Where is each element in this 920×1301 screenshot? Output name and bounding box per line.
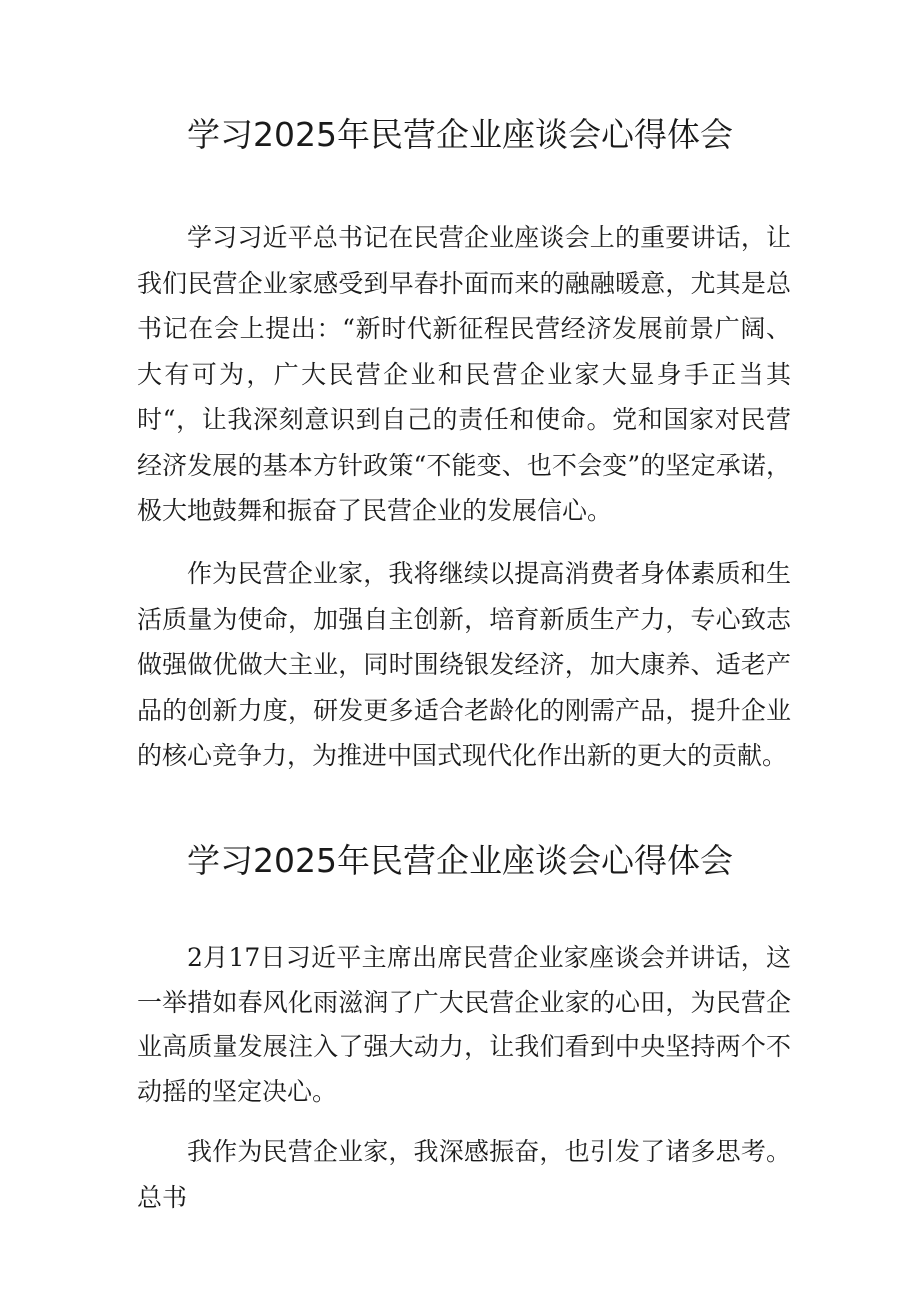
paragraph: 学习习近平总书记在民营企业座谈会上的重要讲话，让我们民营企业家感受到早春扑面而来的融融暖意，尤其是总书记在会上提出：“新时代新征程民营经济发展前景广阔、大有可为，广大民营企业和民营企业家大显身手正当其时“，让我深刻意识到自己的责任和使命。党和国家对民营经济发展的基本方针政策“不能变、也不会变”的坚定承诺，极大地鼓舞和振奋了民营企业的发展信心。	[137, 223, 791, 525]
paragraph: 我作为民营企业家，我深感振奋，也引发了诸多思考。总书	[137, 1137, 791, 1212]
document-title: 学习2025年民营企业座谈会心得体会	[187, 841, 733, 880]
paragraph: 作为民营企业家，我将继续以提高消费者身体素质和生活质量为使命，加强自主创新，培育新质生产力，专心致志做强做优做大主业，同时围绕银发经济，加大康养、适老产品的创新力度，研发更多适合老龄化的刚需产品，提升企业的核心竞争力，为推进中国式现代化作出新的更大的贡献。	[137, 559, 791, 770]
document-title: 学习2025年民营企业座谈会心得体会	[187, 115, 733, 154]
paragraph: 2月17日习近平主席出席民营企业家座谈会并讲话，这一举措如春风化雨滋润了广大民营企业家的心田，为民营企业高质量发展注入了强大动力，让我们看到中央坚持两个不动摇的坚定决心。	[137, 943, 791, 1106]
